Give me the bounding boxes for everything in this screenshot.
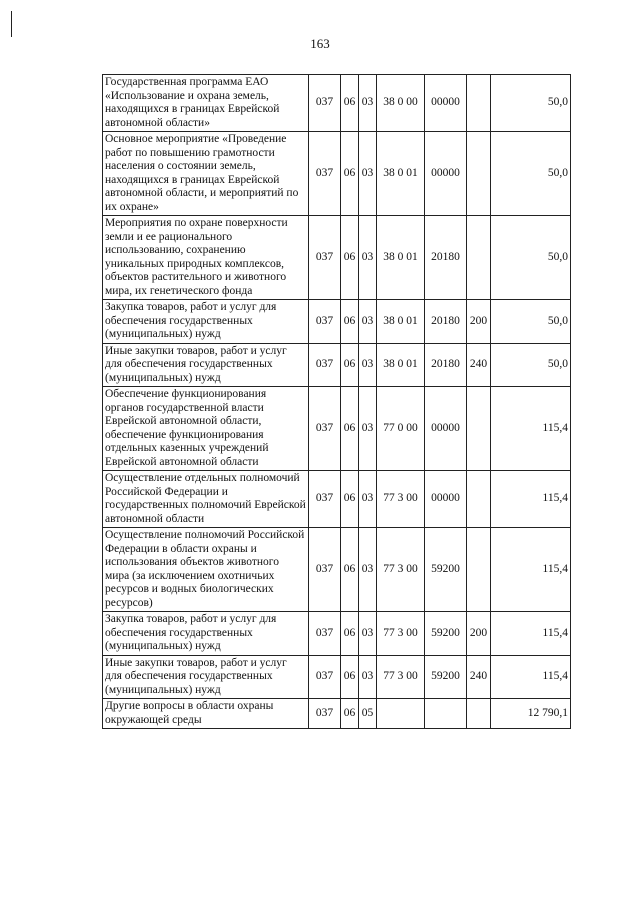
target-article-suffix-cell: 20180 [425, 343, 467, 387]
grbs-code-cell: 037 [309, 528, 341, 612]
subsection-code-cell: 03 [359, 528, 377, 612]
grbs-code-cell: 037 [309, 699, 341, 729]
row-name-cell: Обеспечение функционирования органов государственной власти Еврейской автономной области, обеспечение функционирования отдельных казенных учреждений Еврейской автономной области [103, 387, 309, 471]
page-number: 163 [310, 36, 330, 51]
subsection-code-cell: 03 [359, 387, 377, 471]
subsection-code-cell: 03 [359, 343, 377, 387]
amount-cell: 50,0 [491, 216, 571, 300]
subsection-code-cell: 03 [359, 132, 377, 216]
expense-type-cell: 240 [467, 343, 491, 387]
table-row [103, 471, 571, 528]
table-row [103, 132, 571, 216]
grbs-code-cell: 037 [309, 655, 341, 699]
row-name-cell: Государственная программа ЕАО «Использование и охрана земель, находящихся в границах Еврейской автономной области» [103, 75, 309, 132]
target-article-cell [377, 699, 425, 729]
table-row [103, 343, 571, 387]
section-code-cell: 06 [341, 387, 359, 471]
row-name-cell: Осуществление полномочий Российской Федерации в области охраны и использования объектов животного мира (за исключением охотничьих ресурсов и водных биологических ресурсов) [103, 528, 309, 612]
section-code-cell: 06 [341, 699, 359, 729]
section-code-cell: 06 [341, 343, 359, 387]
row-name-cell: Закупка товаров, работ и услуг для обеспечения государственных (муниципальных) нужд [103, 612, 309, 656]
expense-type-cell [467, 471, 491, 528]
amount-cell: 50,0 [491, 132, 571, 216]
expense-type-cell: 200 [467, 612, 491, 656]
target-article-cell: 77 3 00 [377, 471, 425, 528]
row-name-cell: Мероприятия по охране поверхности земли и ее рационального использованию, сохранению уникальных природных комплексов, объектов растительного и животного мира, их генетического фонда [103, 216, 309, 300]
subsection-code-cell: 03 [359, 300, 377, 344]
table-row [103, 528, 571, 612]
target-article-suffix-cell: 00000 [425, 471, 467, 528]
table-row [103, 387, 571, 471]
expense-type-cell [467, 699, 491, 729]
expense-type-cell [467, 387, 491, 471]
target-article-cell: 77 3 00 [377, 528, 425, 612]
amount-cell: 12 790,1 [491, 699, 571, 729]
target-article-cell: 38 0 01 [377, 132, 425, 216]
target-article-cell: 38 0 01 [377, 216, 425, 300]
table-row [103, 216, 571, 300]
subsection-code-cell: 05 [359, 699, 377, 729]
row-name-cell: Основное мероприятие «Проведение работ по повышению грамотности населения о состоянии земель, находящихся в границах Еврейской автономной области, и мероприятий по их охране» [103, 132, 309, 216]
subsection-code-cell: 03 [359, 471, 377, 528]
section-code-cell: 06 [341, 216, 359, 300]
amount-cell: 115,4 [491, 612, 571, 656]
grbs-code-cell: 037 [309, 471, 341, 528]
subsection-code-cell: 03 [359, 612, 377, 656]
target-article-suffix-cell: 00000 [425, 132, 467, 216]
target-article-suffix-cell: 59200 [425, 655, 467, 699]
row-name-cell: Закупка товаров, работ и услуг для обеспечения государственных (муниципальных) нужд [103, 300, 309, 344]
expense-type-cell [467, 528, 491, 612]
grbs-code-cell: 037 [309, 132, 341, 216]
section-code-cell: 06 [341, 132, 359, 216]
expense-type-cell: 240 [467, 655, 491, 699]
table-row [103, 699, 571, 729]
grbs-code-cell: 037 [309, 343, 341, 387]
row-name-cell: Другие вопросы в области охраны окружающей среды [103, 699, 309, 729]
subsection-code-cell: 03 [359, 75, 377, 132]
section-code-cell: 06 [341, 612, 359, 656]
target-article-suffix-cell: 20180 [425, 300, 467, 344]
grbs-code-cell: 037 [309, 300, 341, 344]
amount-cell: 50,0 [491, 343, 571, 387]
table-row [103, 655, 571, 699]
subsection-code-cell: 03 [359, 216, 377, 300]
expense-type-cell: 200 [467, 300, 491, 344]
target-article-cell: 77 3 00 [377, 655, 425, 699]
amount-cell: 115,4 [491, 471, 571, 528]
table-body [103, 75, 571, 729]
margin-line [11, 11, 12, 37]
section-code-cell: 06 [341, 471, 359, 528]
target-article-suffix-cell: 59200 [425, 612, 467, 656]
table-row [103, 300, 571, 344]
row-name-cell: Иные закупки товаров, работ и услуг для обеспечения государственных (муниципальных) нужд [103, 655, 309, 699]
amount-cell: 115,4 [491, 528, 571, 612]
target-article-cell: 38 0 00 [377, 75, 425, 132]
budget-table [102, 74, 571, 729]
section-code-cell: 06 [341, 75, 359, 132]
grbs-code-cell: 037 [309, 612, 341, 656]
amount-cell: 50,0 [491, 300, 571, 344]
table-row [103, 612, 571, 656]
section-code-cell: 06 [341, 528, 359, 612]
table-row [103, 75, 571, 132]
target-article-cell: 38 0 01 [377, 343, 425, 387]
grbs-code-cell: 037 [309, 387, 341, 471]
grbs-code-cell: 037 [309, 216, 341, 300]
amount-cell: 50,0 [491, 75, 571, 132]
expense-type-cell [467, 132, 491, 216]
section-code-cell: 06 [341, 655, 359, 699]
target-article-cell: 77 0 00 [377, 387, 425, 471]
target-article-suffix-cell: 20180 [425, 216, 467, 300]
row-name-cell: Осуществление отдельных полномочий Российской Федерации и государственных полномочий Еврейской автономной области [103, 471, 309, 528]
expense-type-cell [467, 216, 491, 300]
section-code-cell: 06 [341, 300, 359, 344]
target-article-suffix-cell [425, 699, 467, 729]
target-article-cell: 77 3 00 [377, 612, 425, 656]
amount-cell: 115,4 [491, 387, 571, 471]
row-name-cell: Иные закупки товаров, работ и услуг для обеспечения государственных (муниципальных) нужд [103, 343, 309, 387]
amount-cell: 115,4 [491, 655, 571, 699]
expense-type-cell [467, 75, 491, 132]
target-article-cell: 38 0 01 [377, 300, 425, 344]
target-article-suffix-cell: 59200 [425, 528, 467, 612]
subsection-code-cell: 03 [359, 655, 377, 699]
target-article-suffix-cell: 00000 [425, 75, 467, 132]
grbs-code-cell: 037 [309, 75, 341, 132]
target-article-suffix-cell: 00000 [425, 387, 467, 471]
